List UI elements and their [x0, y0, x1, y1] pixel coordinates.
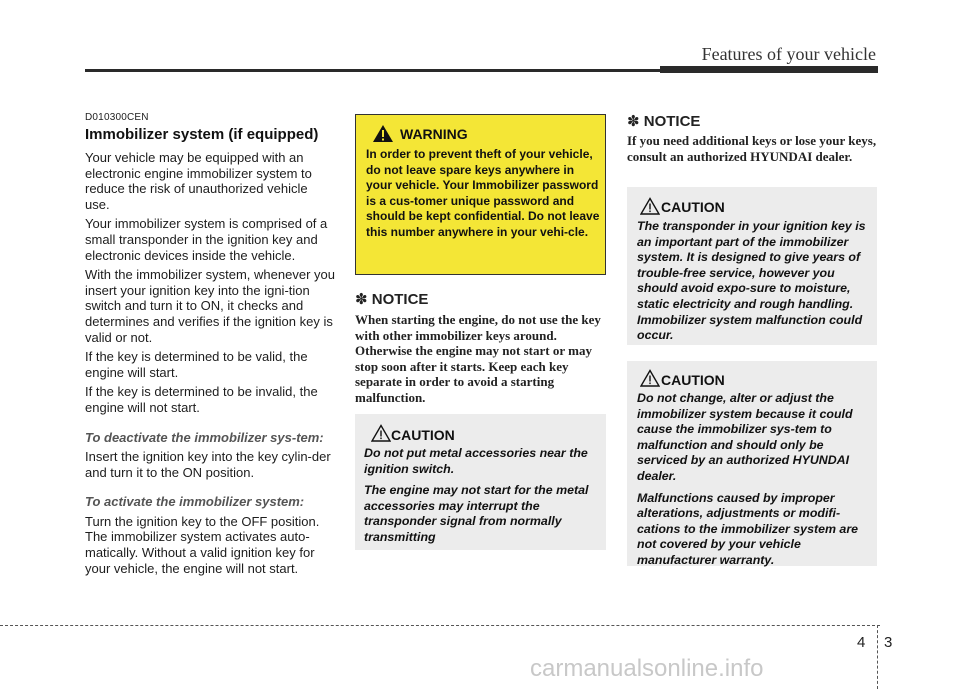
footer-divider	[877, 625, 878, 689]
section-code: D010300CEN	[85, 112, 149, 123]
caution-text	[364, 446, 600, 552]
notice-title: ✽ NOTICE	[355, 291, 429, 308]
paragraph: With the immobilizer system, whenever you insert your ignition key into the igni-tion switch and turn it to ON, it checks and determines and verifies if the ignition key is valid or not.	[85, 267, 335, 345]
caution-title: CAUTION	[661, 199, 725, 215]
paragraph: If the key is determined to be valid, the engine will start.	[85, 349, 308, 380]
paragraph: Your vehicle may be equipped with an electronic engine immobilizer system to reduce the risk of unauthorized vehicle use.	[85, 150, 312, 212]
caution-title: CAUTION	[661, 372, 725, 388]
section-title: Features of your vehicle	[701, 44, 876, 64]
notice-title: ✽ NOTICE	[627, 113, 701, 130]
page-heading: Immobilizer system (if equipped)	[85, 126, 319, 143]
paragraph: Your immobilizer system is comprised of a small transponder in the ignition key and electronic devices inside the vehicle.	[85, 216, 328, 263]
warning-title: WARNING	[400, 126, 468, 142]
activate-text: Turn the ignition key to the OFF position. The immobilizer system activates auto-matically. Without a valid ignition key for your vehicle, the engine will not start.	[85, 513, 320, 576]
deactivate-heading: To deactivate the immobilizer sys-tem:	[85, 429, 324, 445]
caution-text: The transponder in your ignition key is an important part of the immobilizer system. It is designed to give years of trouble-free service, however you should avoid expo-sure to moisture, static electricity and rough handling. Immobilizer system malfunction could occur.	[637, 219, 866, 343]
deactivate-text: Insert the ignition key into the key cylin-der and turn it to the ON position.	[85, 449, 331, 480]
header-rule	[85, 69, 878, 72]
paragraph: If the key is determined to be invalid, the engine will not start.	[85, 384, 318, 415]
caution-paragraph: Do not put metal accessories near the ignition switch.	[364, 446, 588, 476]
caution-triangle-icon	[371, 424, 391, 442]
body-column-1	[85, 150, 335, 580]
caution-triangle-icon	[640, 197, 660, 215]
caution-text	[637, 391, 873, 575]
notice-text: When starting the engine, do not use the key with other immobilizer keys around. Otherwise the engine may not start or may stop soon after it starts. Keep each key separate in order to avoid a starting malfunction.	[355, 312, 601, 405]
warning-triangle-icon	[372, 124, 394, 143]
caution-box	[627, 361, 877, 566]
notice-text: If you need additional keys or lose your keys, consult an authorized HYUNDAI dealer.	[627, 133, 877, 164]
footer-rule	[0, 625, 880, 626]
warning-text: In order to prevent theft of your vehicle, do not leave spare keys anywhere in your vehicle. Your Immobilizer password is a cus-tomer unique password and should be kept confidential. Do not leave this number anywhere in your vehi-cle.	[366, 147, 600, 239]
caution-paragraph: Do not change, alter or adjust the immobilizer system because it could cause the immobilizer sys-tem to malfunction and should only be serviced by an authorized HYUNDAI dealer.	[637, 391, 853, 483]
chapter-number: 4	[857, 634, 866, 651]
warning-box	[355, 114, 606, 275]
caution-box	[355, 414, 606, 550]
activate-heading: To activate the immobilizer system:	[85, 494, 305, 510]
watermark-text: carmanualsonline.info	[530, 655, 764, 682]
page-number: 3	[884, 634, 893, 651]
caution-title: CAUTION	[391, 427, 455, 443]
caution-paragraph: The engine may not start for the metal accessories may interrupt the transponder signal from normally transmitting	[364, 483, 589, 544]
caution-box	[627, 187, 877, 345]
caution-paragraph: Malfunctions caused by improper alterations, adjustments or modifi-cations to the immobilizer system are not covered by your vehicle manufacturer warranty.	[637, 490, 859, 567]
caution-triangle-icon	[640, 369, 660, 387]
